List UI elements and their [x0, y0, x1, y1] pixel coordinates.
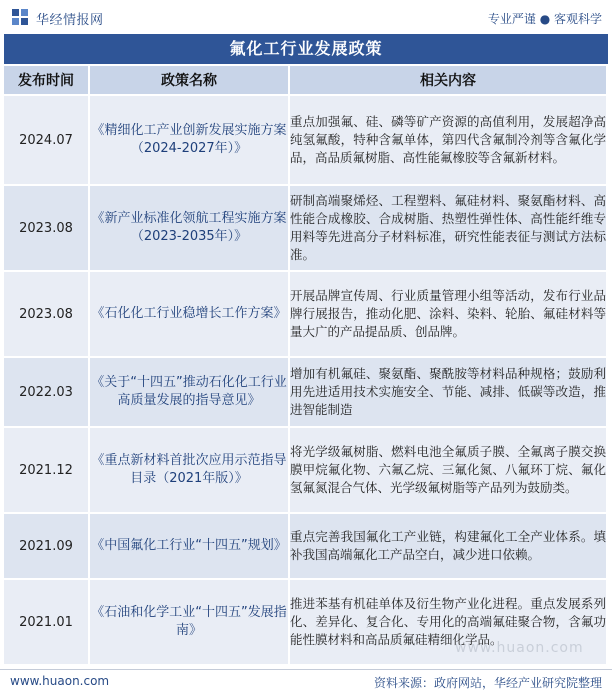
row-date: 2023.08 [4, 272, 90, 358]
row-content: 将光学级氟树脂、燃料电池全氟质子膜、全氟离子膜交换膜甲烷氟化物、六氟乙烷、三氟化氮、八氟环丁烷、氟化氢氟氮混合气体、光学级氟树脂等产品列为鼓励类。 [290, 428, 608, 514]
footer-website-link[interactable]: www.huaon.com [10, 674, 110, 688]
table-header-row [4, 66, 608, 96]
policy-table [4, 66, 608, 666]
row-content: 重点完善我国氟化工产业链，构建氟化工全产业体系。填补我国高端氟化工产品空白，减少进口依赖。 [290, 514, 608, 580]
row-content: 研制高端聚烯烃、工程塑料、氟硅材料、聚氨酯材料、高性能合成橡胶、合成树脂、热塑性弹性体、高性能纤维专用料等先进高分子材料标准，研究性能表征与测试方法标准。 [290, 186, 608, 272]
page-title: 氟化工行业发展政策 [4, 34, 608, 64]
row-date: 2021.12 [4, 428, 90, 514]
header-policy-name: 政策名称 [90, 66, 290, 96]
row-date: 2022.03 [4, 358, 90, 428]
row-policy-name: 《关于“十四五”推动石化化工行业高质量发展的指导意见》 [90, 358, 290, 428]
top-bar [0, 0, 612, 34]
header-date: 发布时间 [4, 66, 90, 96]
table-row [4, 272, 608, 358]
footer-divider [0, 669, 612, 670]
table-row [4, 514, 608, 580]
brand-name: 华经情报网 [36, 13, 104, 28]
header-content: 相关内容 [290, 66, 608, 96]
brand-slogan: 专业严谨 ● 客观科学 [487, 12, 602, 26]
row-policy-name: 《石油和化学工业“十四五”发展指南》 [90, 580, 290, 666]
table-row [4, 186, 608, 272]
table-row [4, 428, 608, 514]
row-date: 2021.09 [4, 514, 90, 580]
row-content: 开展品牌宣传周、行业质量管理小组等活动，发布行业品牌行展报告，推动化肥、涂料、染料、轮胎、氟硅材料等量大广的产品提品质、创品牌。 [290, 272, 608, 358]
row-policy-name: 《中国氟化工行业“十四五”规划》 [90, 514, 290, 580]
table-row [4, 358, 608, 428]
row-policy-name: 《石化化工行业稳增长工作方案》 [90, 272, 290, 358]
row-policy-name: 《新产业标准化领航工程实施方案（2023-2035年）》 [90, 186, 290, 272]
watermark: www.huaon.com [455, 640, 584, 656]
row-date: 2023.08 [4, 186, 90, 272]
footer-source: 资料来源：政府网站，华经产业研究院整理 [373, 676, 602, 690]
huajing-logo-icon [12, 9, 28, 25]
row-content: 推进苯基有机硅单体及衍生物产业化进程。重点发展系列化、差异化、复合化、专用化的高端氟硅聚合物，含氟功能性膜材料和高品质氟硅精细化学品。 [290, 580, 608, 666]
row-date: 2021.01 [4, 580, 90, 666]
row-date: 2024.07 [4, 96, 90, 186]
row-content: 重点加强氟、硅、磷等矿产资源的高值利用，发展超净高纯氢氟酸，特种含氟单体，第四代含氟制冷剂等含氟化学品，高品质氟树脂、高性能氟橡胶等含氟新材料。 [290, 96, 608, 186]
row-policy-name: 《精细化工产业创新发展实施方案（2024-2027年）》 [90, 96, 290, 186]
row-content: 增加有机氟硅、聚氨酯、聚酰胺等材料品种规格；鼓励利用先进适用技术实施安全、节能、减排、低碳等改造，推进智能制造 [290, 358, 608, 428]
table-row [4, 96, 608, 186]
row-policy-name: 《重点新材料首批次应用示范指导目录（2021年版）》 [90, 428, 290, 514]
